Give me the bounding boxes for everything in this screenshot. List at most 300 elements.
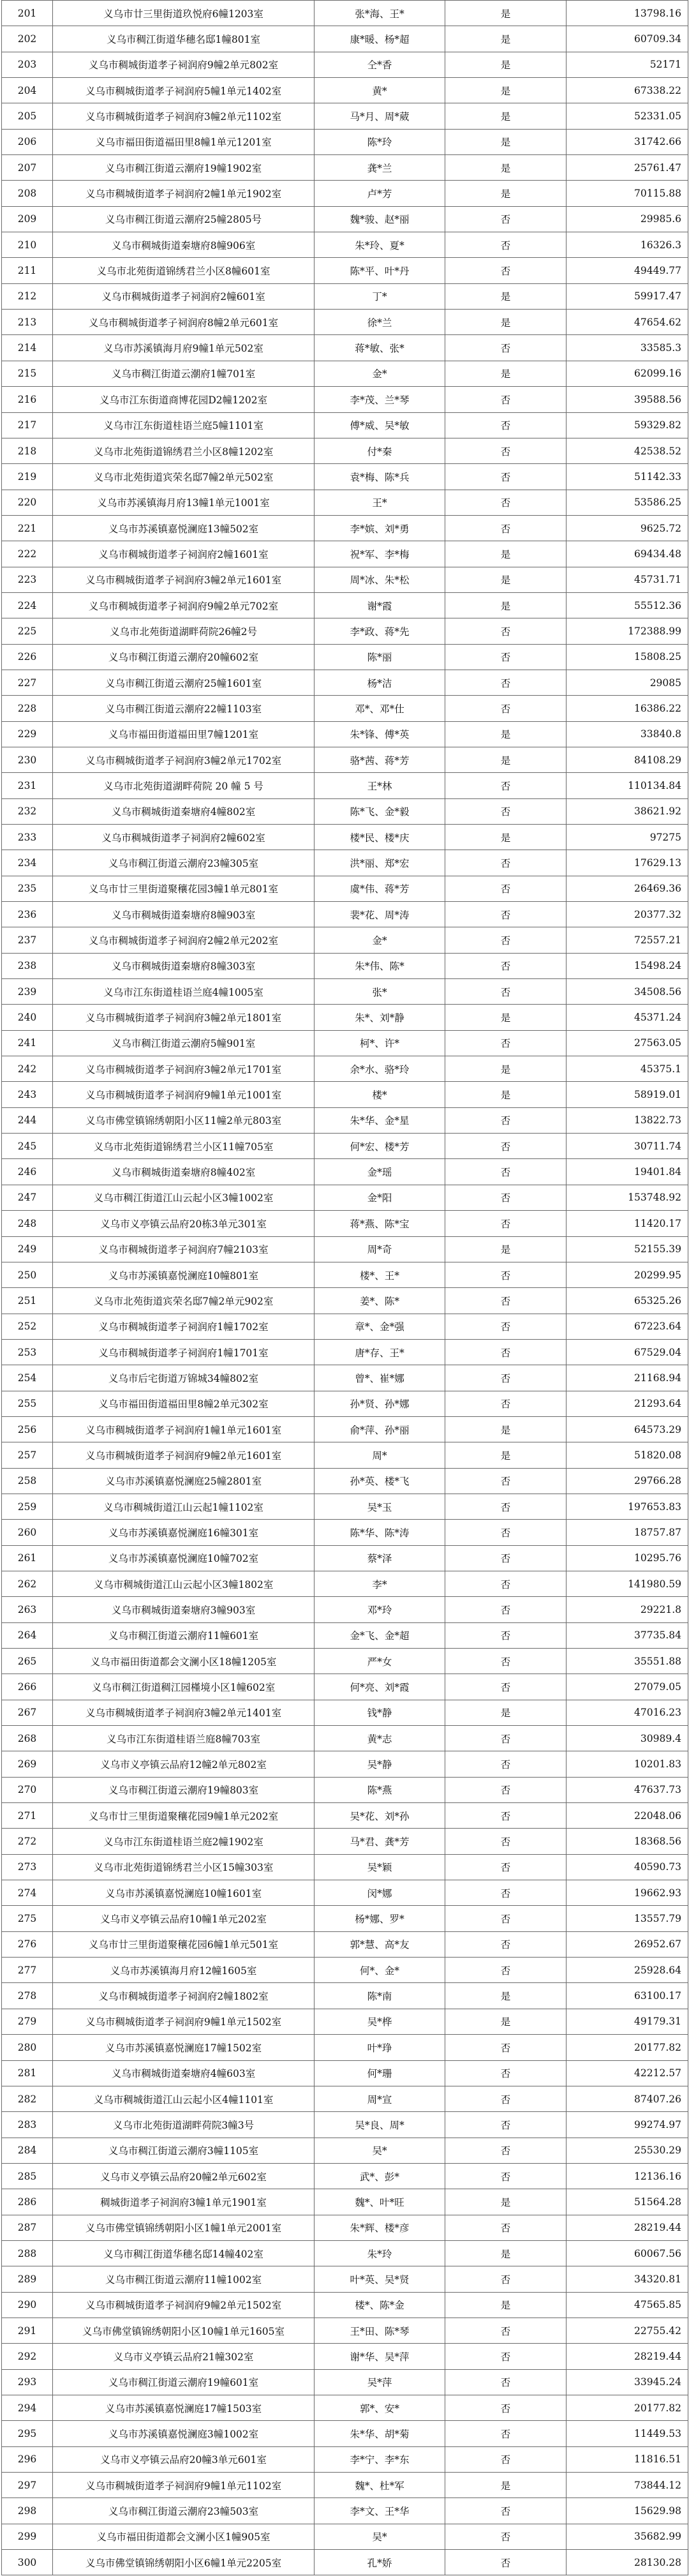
address-cell: 义乌市苏溪镇嘉悦澜庭10幢801室 xyxy=(53,1262,315,1287)
row-number: 289 xyxy=(2,2266,53,2292)
table-row xyxy=(2,310,688,335)
amount-cell: 51564.28 xyxy=(567,2189,688,2215)
status-flag-cell: 否 xyxy=(445,1958,567,1983)
owner-names-cell: 丁* xyxy=(315,283,445,309)
row-number: 225 xyxy=(2,618,53,644)
amount-cell: 97275 xyxy=(567,825,688,850)
amount-cell: 27563.05 xyxy=(567,1030,688,1056)
row-number: 300 xyxy=(2,2550,53,2575)
owner-names-cell: 郭*慧、高*友 xyxy=(315,1931,445,1957)
table-row xyxy=(2,2215,688,2240)
amount-cell: 11816.51 xyxy=(567,2446,688,2472)
address-cell: 义乌市稠城街道江山云起小区4幢1101室 xyxy=(53,2086,315,2111)
amount-cell: 20299.95 xyxy=(567,1262,688,1287)
address-cell: 义乌市稠城街道孝子祠润府9幢1单元1001室 xyxy=(53,1082,315,1107)
address-cell: 义乌市廿三里街道聚穰花园3幢1单元801室 xyxy=(53,876,315,901)
row-number: 295 xyxy=(2,2421,53,2446)
amount-cell: 34508.56 xyxy=(567,979,688,1005)
table-row xyxy=(2,696,688,721)
table-row xyxy=(2,1107,688,1133)
owner-names-cell: 裴*花、周*涛 xyxy=(315,902,445,927)
row-number: 232 xyxy=(2,798,53,824)
amount-cell: 17629.13 xyxy=(567,850,688,876)
owner-names-cell: 吴*静 xyxy=(315,1751,445,1777)
status-flag-cell: 是 xyxy=(445,361,567,386)
amount-cell: 51820.08 xyxy=(567,1442,688,1468)
table-row xyxy=(2,2009,688,2034)
owner-names-cell: 武*、彭* xyxy=(315,2163,445,2189)
row-number: 244 xyxy=(2,1107,53,1133)
amount-cell: 59917.47 xyxy=(567,283,688,309)
owner-names-cell: 陈*玲 xyxy=(315,129,445,154)
amount-cell: 18368.56 xyxy=(567,1829,688,1854)
owner-names-cell: 曾*、崔*娜 xyxy=(315,1365,445,1391)
amount-cell: 99274.97 xyxy=(567,2112,688,2138)
table-row xyxy=(2,1649,688,1674)
table-row xyxy=(2,258,688,283)
address-cell: 义乌市苏溪镇海月府13幢1单元1001室 xyxy=(53,490,315,515)
table-row xyxy=(2,2473,688,2498)
status-flag-cell: 是 xyxy=(445,103,567,129)
status-flag-cell: 否 xyxy=(445,1314,567,1339)
row-number: 203 xyxy=(2,52,53,77)
amount-cell: 141980.59 xyxy=(567,1571,688,1596)
address-cell: 义乌市北苑街道锦绣君兰小区15幢303室 xyxy=(53,1854,315,1880)
table-row xyxy=(2,515,688,541)
table-row xyxy=(2,2524,688,2549)
owner-names-cell: 金*飞、金*超 xyxy=(315,1622,445,1648)
row-number: 202 xyxy=(2,26,53,52)
row-number: 208 xyxy=(2,181,53,206)
table-row xyxy=(2,2395,688,2420)
amount-cell: 87407.26 xyxy=(567,2086,688,2111)
table-row xyxy=(2,412,688,438)
amount-cell: 19662.93 xyxy=(567,1880,688,1906)
table-row xyxy=(2,825,688,850)
row-number: 254 xyxy=(2,1365,53,1391)
address-cell: 义乌市廿三里街道聚穰花园9幢1单元202室 xyxy=(53,1803,315,1829)
row-number: 288 xyxy=(2,2240,53,2266)
address-cell: 义乌市稠城街道孝子祠润府2幢601室 xyxy=(53,283,315,309)
owner-names-cell: 王*林 xyxy=(315,773,445,798)
owner-names-cell: 何*亮、刘*霞 xyxy=(315,1674,445,1700)
status-flag-cell: 否 xyxy=(445,2421,567,2446)
owner-names-cell: 金*阳 xyxy=(315,1185,445,1210)
owner-names-cell: 魏*骏、赵*丽 xyxy=(315,206,445,232)
address-cell: 义乌市北苑街道湖畔荷院 20 幢 5 号 xyxy=(53,773,315,798)
table-row xyxy=(2,670,688,695)
owner-names-cell: 黄*志 xyxy=(315,1726,445,1751)
status-flag-cell: 否 xyxy=(445,2550,567,2575)
amount-cell: 30711.74 xyxy=(567,1134,688,1159)
row-number: 298 xyxy=(2,2498,53,2524)
row-number: 248 xyxy=(2,1211,53,1236)
table-row xyxy=(2,1314,688,1339)
address-cell: 义乌市苏溪镇嘉悦澜庭17幢1502室 xyxy=(53,2035,315,2060)
row-number: 240 xyxy=(2,1005,53,1030)
status-flag-cell: 否 xyxy=(445,2344,567,2369)
row-number: 209 xyxy=(2,206,53,232)
status-flag-cell: 否 xyxy=(445,876,567,901)
amount-cell: 15808.25 xyxy=(567,644,688,670)
owner-names-cell: 陈*飞、金*毅 xyxy=(315,798,445,824)
owner-names-cell: 吴* xyxy=(315,2138,445,2163)
address-cell: 义乌市稠城街道秦塘府8幢903室 xyxy=(53,902,315,927)
amount-cell: 42212.57 xyxy=(567,2060,688,2086)
address-cell: 义乌市稠城街道秦塘府8幢303室 xyxy=(53,953,315,978)
amount-cell: 10201.83 xyxy=(567,1751,688,1777)
row-number: 251 xyxy=(2,1288,53,1314)
address-cell: 义乌市福田街道福田里8幢1单元1201室 xyxy=(53,129,315,154)
owner-names-cell: 张*海、王* xyxy=(315,1,445,26)
address-cell: 义乌市稠城街道孝子祠润府3幢2单元1601室 xyxy=(53,567,315,592)
owner-names-cell: 章*、金*强 xyxy=(315,1314,445,1339)
address-cell: 义乌市稠城街道孝子祠润府8幢2单元601室 xyxy=(53,310,315,335)
row-number: 213 xyxy=(2,310,53,335)
owner-names-cell: 金*瑶 xyxy=(315,1159,445,1185)
table-row xyxy=(2,1906,688,1931)
address-cell: 义乌市稠江街道云潮府25幢2805号 xyxy=(53,206,315,232)
status-flag-cell: 否 xyxy=(445,1597,567,1622)
table-row xyxy=(2,2550,688,2575)
status-flag-cell: 否 xyxy=(445,2112,567,2138)
address-cell: 义乌市稠城街道孝子祠润府2幢1601室 xyxy=(53,541,315,567)
row-number: 227 xyxy=(2,670,53,695)
row-number: 221 xyxy=(2,515,53,541)
status-flag-cell: 否 xyxy=(445,953,567,978)
status-flag-cell: 是 xyxy=(445,2240,567,2266)
address-cell: 义乌市稠江街道云潮府19幢1902室 xyxy=(53,155,315,181)
amount-cell: 70115.88 xyxy=(567,181,688,206)
amount-cell: 72557.21 xyxy=(567,927,688,953)
table-row xyxy=(2,1829,688,1854)
address-cell: 义乌市稠江街道云潮府23幢503室 xyxy=(53,2498,315,2524)
status-flag-cell: 是 xyxy=(445,825,567,850)
status-flag-cell: 否 xyxy=(445,902,567,927)
owner-names-cell: 李*政、蒋*先 xyxy=(315,618,445,644)
address-cell: 义乌市稠江街道云潮府1幢701室 xyxy=(53,361,315,386)
row-number: 243 xyxy=(2,1082,53,1107)
row-number: 255 xyxy=(2,1391,53,1416)
amount-cell: 49179.31 xyxy=(567,2009,688,2034)
table-row xyxy=(2,1056,688,1082)
amount-cell: 40590.73 xyxy=(567,1854,688,1880)
status-flag-cell: 是 xyxy=(445,2189,567,2215)
row-number: 293 xyxy=(2,2369,53,2395)
amount-cell: 45375.1 xyxy=(567,1056,688,1082)
table-row xyxy=(2,979,688,1005)
status-flag-cell: 是 xyxy=(445,721,567,747)
status-flag-cell: 否 xyxy=(445,1726,567,1751)
row-number: 283 xyxy=(2,2112,53,2138)
table-row xyxy=(2,464,688,490)
address-cell: 义乌市福田街道都会文澜小区1幢905室 xyxy=(53,2524,315,2549)
table-row xyxy=(2,2035,688,2060)
amount-cell: 20377.32 xyxy=(567,902,688,927)
table-row xyxy=(2,2240,688,2266)
owner-names-cell: 李* xyxy=(315,1571,445,1596)
address-cell: 义乌市稠城街道孝子祠润府2幢602室 xyxy=(53,825,315,850)
row-number: 278 xyxy=(2,1983,53,2009)
address-cell: 义乌市福田街道福田里7幢1201室 xyxy=(53,721,315,747)
amount-cell: 53586.25 xyxy=(567,490,688,515)
status-flag-cell: 否 xyxy=(445,464,567,490)
row-number: 211 xyxy=(2,258,53,283)
table-row xyxy=(2,129,688,154)
row-number: 281 xyxy=(2,2060,53,2086)
owner-names-cell: 王*田、陈*琴 xyxy=(315,2318,445,2343)
table-row xyxy=(2,953,688,978)
address-cell: 义乌市后宅街道万锦城34幢802室 xyxy=(53,1365,315,1391)
address-cell: 义乌市江东街道桂语兰庭8幢703室 xyxy=(53,1726,315,1751)
table-row xyxy=(2,1030,688,1056)
owner-names-cell: 黄* xyxy=(315,78,445,103)
owner-names-cell: 付*秦 xyxy=(315,438,445,463)
address-cell: 义乌市稠城街道孝子祠润府3幢2单元1702室 xyxy=(53,747,315,772)
owner-names-cell: 吴*桦 xyxy=(315,2009,445,2034)
amount-cell: 63100.17 xyxy=(567,1983,688,2009)
row-number: 259 xyxy=(2,1494,53,1519)
table-row xyxy=(2,927,688,953)
address-cell: 义乌市江东街道桂语兰庭2幢1902室 xyxy=(53,1829,315,1854)
address-cell: 义乌市稠江街道云潮府11幢1002室 xyxy=(53,2266,315,2292)
amount-cell: 11449.53 xyxy=(567,2421,688,2446)
amount-cell: 84108.29 xyxy=(567,747,688,772)
owner-names-cell: 周* xyxy=(315,1442,445,1468)
table-row xyxy=(2,2266,688,2292)
owner-names-cell: 叶*英、吴*贤 xyxy=(315,2266,445,2292)
amount-cell: 20177.82 xyxy=(567,2395,688,2420)
status-flag-cell: 否 xyxy=(445,644,567,670)
amount-cell: 69434.48 xyxy=(567,541,688,567)
status-flag-cell: 是 xyxy=(445,1,567,26)
status-flag-cell: 是 xyxy=(445,1983,567,2009)
address-cell: 义乌市稠江街道云潮府11幢601室 xyxy=(53,1622,315,1648)
address-cell: 义乌市佛堂镇锦绣朝阳小区11幢2单元803室 xyxy=(53,1107,315,1133)
row-number: 214 xyxy=(2,335,53,361)
table-row xyxy=(2,2086,688,2111)
status-flag-cell: 否 xyxy=(445,1777,567,1802)
status-flag-cell: 否 xyxy=(445,2086,567,2111)
status-flag-cell: 否 xyxy=(445,387,567,412)
table-row xyxy=(2,1262,688,1287)
amount-cell: 26952.67 xyxy=(567,1931,688,1957)
table-row xyxy=(2,26,688,52)
amount-cell: 16386.22 xyxy=(567,696,688,721)
owner-names-cell: 陈*南 xyxy=(315,1983,445,2009)
row-number: 276 xyxy=(2,1931,53,1957)
table-row xyxy=(2,902,688,927)
owner-names-cell: 蒋*燕、陈*宝 xyxy=(315,1211,445,1236)
address-cell: 义乌市稠城街道孝子祠润府9幢2单元1601室 xyxy=(53,1442,315,1468)
address-cell: 义乌市稠城街道秦塘府4幢603室 xyxy=(53,2060,315,2086)
row-number: 230 xyxy=(2,747,53,772)
status-flag-cell: 否 xyxy=(445,1906,567,1931)
address-cell: 义乌市佛堂镇锦绣朝阳小区10幢1单元1605室 xyxy=(53,2318,315,2343)
status-flag-cell: 否 xyxy=(445,1751,567,1777)
table-row xyxy=(2,1211,688,1236)
address-cell: 义乌市稠城街道孝子祠润府3幢2单元1801室 xyxy=(53,1005,315,1030)
owner-names-cell: 朱*玲、夏* xyxy=(315,232,445,258)
row-number: 267 xyxy=(2,1700,53,1725)
amount-cell: 10295.76 xyxy=(567,1545,688,1571)
address-cell: 义乌市稠城街道孝子祠润府9幢2单元1502室 xyxy=(53,2292,315,2318)
status-flag-cell: 否 xyxy=(445,1030,567,1056)
table-row xyxy=(2,1416,688,1442)
table-row xyxy=(2,1185,688,1210)
address-cell: 义乌市稠江街道云潮府3幢1105室 xyxy=(53,2138,315,2163)
status-flag-cell: 否 xyxy=(445,1494,567,1519)
table-row xyxy=(2,2421,688,2446)
address-cell: 义乌市苏溪镇嘉悦澜庭17幢1503室 xyxy=(53,2395,315,2420)
amount-cell: 47654.62 xyxy=(567,310,688,335)
amount-cell: 172388.99 xyxy=(567,618,688,644)
owner-names-cell: 谢*华、吴*萍 xyxy=(315,2344,445,2369)
row-number: 253 xyxy=(2,1339,53,1365)
status-flag-cell: 否 xyxy=(445,1571,567,1596)
row-number: 291 xyxy=(2,2318,53,2343)
table-row xyxy=(2,1726,688,1751)
table-row xyxy=(2,1494,688,1519)
table-row xyxy=(2,798,688,824)
address-cell: 义乌市苏溪镇嘉悦澜庭10幢1601室 xyxy=(53,1880,315,1906)
address-cell: 义乌市稠江街道云潮府25幢1601室 xyxy=(53,670,315,695)
row-number: 258 xyxy=(2,1468,53,1494)
table-body xyxy=(2,1,688,2575)
owner-names-cell: 楼*民、楼*庆 xyxy=(315,825,445,850)
table-row xyxy=(2,490,688,515)
row-number: 216 xyxy=(2,387,53,412)
owner-names-cell: 朱*华、胡*菊 xyxy=(315,2421,445,2446)
row-number: 217 xyxy=(2,412,53,438)
address-cell: 义乌市稠江街道江山云起小区3幢1002室 xyxy=(53,1185,315,1210)
status-flag-cell: 是 xyxy=(445,129,567,154)
status-flag-cell: 否 xyxy=(445,670,567,695)
amount-cell: 28219.44 xyxy=(567,2344,688,2369)
table-row xyxy=(2,1005,688,1030)
owner-names-cell: 李*茂、兰*琴 xyxy=(315,387,445,412)
owner-names-cell: 卢*芳 xyxy=(315,181,445,206)
table-row xyxy=(2,618,688,644)
row-number: 296 xyxy=(2,2446,53,2472)
status-flag-cell: 是 xyxy=(445,747,567,772)
table-row xyxy=(2,232,688,258)
amount-cell: 20177.82 xyxy=(567,2035,688,2060)
owner-names-cell: 马*君、龚*芳 xyxy=(315,1829,445,1854)
row-number: 280 xyxy=(2,2035,53,2060)
owner-names-cell: 杨*洁 xyxy=(315,670,445,695)
status-flag-cell: 是 xyxy=(445,1056,567,1082)
table-row xyxy=(2,181,688,206)
owner-names-cell: 柯*、许* xyxy=(315,1030,445,1056)
address-cell: 义乌市稠城街道孝子祠润府3幢2单元1102室 xyxy=(53,103,315,129)
status-flag-cell: 否 xyxy=(445,773,567,798)
row-number: 220 xyxy=(2,490,53,515)
table-row xyxy=(2,541,688,567)
row-number: 246 xyxy=(2,1159,53,1185)
status-flag-cell: 否 xyxy=(445,1159,567,1185)
status-flag-cell: 否 xyxy=(445,438,567,463)
owner-names-cell: 吴*良、周* xyxy=(315,2112,445,2138)
row-number: 275 xyxy=(2,1906,53,1931)
owner-names-cell: 吴* xyxy=(315,2524,445,2549)
status-flag-cell: 否 xyxy=(445,798,567,824)
table-row xyxy=(2,2292,688,2318)
address-cell: 义乌市稠江街道稠江园槿境小区1幢602室 xyxy=(53,1674,315,1700)
amount-cell: 37735.84 xyxy=(567,1622,688,1648)
row-number: 294 xyxy=(2,2395,53,2420)
owner-names-cell: 虞*伟、蒋*芳 xyxy=(315,876,445,901)
owner-names-cell: 陈*华、陈*涛 xyxy=(315,1520,445,1545)
amount-cell: 19401.84 xyxy=(567,1159,688,1185)
row-number: 212 xyxy=(2,283,53,309)
table-row xyxy=(2,1958,688,1983)
status-flag-cell: 否 xyxy=(445,206,567,232)
owner-names-cell: 蔡*泽 xyxy=(315,1545,445,1571)
status-flag-cell: 否 xyxy=(445,2498,567,2524)
amount-cell: 65325.26 xyxy=(567,1288,688,1314)
table-row xyxy=(2,2163,688,2189)
amount-cell: 197653.83 xyxy=(567,1494,688,1519)
status-flag-cell: 否 xyxy=(445,232,567,258)
table-row xyxy=(2,1880,688,1906)
status-flag-cell: 否 xyxy=(445,1880,567,1906)
status-flag-cell: 否 xyxy=(445,1288,567,1314)
address-cell: 义乌市稠城街道江山云起1幢1102室 xyxy=(53,1494,315,1519)
status-flag-cell: 否 xyxy=(445,2524,567,2549)
status-flag-cell: 是 xyxy=(445,1700,567,1725)
owner-names-cell: 马*月、周*葳 xyxy=(315,103,445,129)
row-number: 222 xyxy=(2,541,53,567)
amount-cell: 58919.01 xyxy=(567,1082,688,1107)
table-row xyxy=(2,1468,688,1494)
address-cell: 义乌市稠城街道秦塘府3幢903室 xyxy=(53,1597,315,1622)
amount-cell: 22755.42 xyxy=(567,2318,688,2343)
table-row xyxy=(2,773,688,798)
amount-cell: 26469.36 xyxy=(567,876,688,901)
amount-cell: 31742.66 xyxy=(567,129,688,154)
table-row xyxy=(2,1236,688,1262)
owner-names-cell: 楼*、王* xyxy=(315,1262,445,1287)
row-number: 292 xyxy=(2,2344,53,2369)
owner-names-cell: 俞*萍、孙*丽 xyxy=(315,1416,445,1442)
status-flag-cell: 是 xyxy=(445,2009,567,2034)
table-row xyxy=(2,1442,688,1468)
status-flag-cell: 否 xyxy=(445,1545,567,1571)
owner-names-cell: 严*女 xyxy=(315,1649,445,1674)
address-cell: 义乌市稠城街道秦塘府4幢802室 xyxy=(53,798,315,824)
address-cell: 义乌市稠城街道孝子祠润府3幢2单元1701室 xyxy=(53,1056,315,1082)
status-flag-cell: 否 xyxy=(445,515,567,541)
amount-cell: 47637.73 xyxy=(567,1777,688,1802)
amount-cell: 33945.24 xyxy=(567,2369,688,2395)
address-cell: 义乌市苏溪镇嘉悦澜庭3幢1002室 xyxy=(53,2421,315,2446)
row-number: 274 xyxy=(2,1880,53,1906)
table-row xyxy=(2,2318,688,2343)
owner-names-cell: 金* xyxy=(315,361,445,386)
table-row xyxy=(2,567,688,592)
status-flag-cell: 否 xyxy=(445,1185,567,1210)
table-row xyxy=(2,1159,688,1185)
owner-names-cell: 金* xyxy=(315,927,445,953)
row-number: 241 xyxy=(2,1030,53,1056)
table-row xyxy=(2,206,688,232)
owner-names-cell: 周*宣 xyxy=(315,2086,445,2111)
address-cell: 义乌市廿三里街道聚穰花园6幢1单元501室 xyxy=(53,1931,315,1957)
address-cell: 义乌市稠江街道云潮府5幢901室 xyxy=(53,1030,315,1056)
amount-cell: 67223.64 xyxy=(567,1314,688,1339)
status-flag-cell: 是 xyxy=(445,1416,567,1442)
